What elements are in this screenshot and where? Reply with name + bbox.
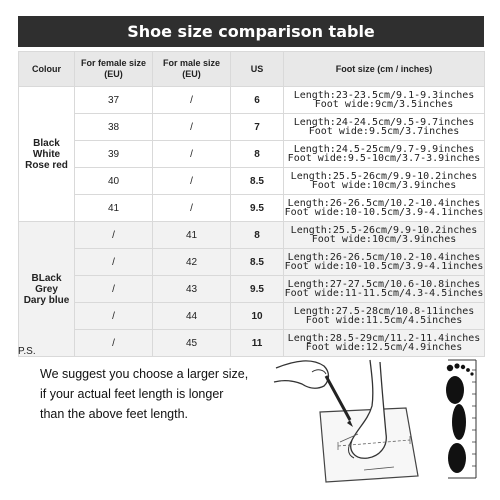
male-size-cell: 42 xyxy=(153,249,231,276)
table-row xyxy=(19,168,485,195)
foot-length-text: Length:27.5-28cm/10.8-11inches xyxy=(293,306,475,317)
us-size-cell: 6 xyxy=(231,87,284,114)
female-size-cell: 40 xyxy=(75,168,153,195)
foot-width-text: Foot wide:12.5cm/4.9inches xyxy=(305,342,463,353)
size-advice-note xyxy=(40,364,265,424)
table-row xyxy=(19,303,485,330)
foot-size-cell xyxy=(284,141,485,168)
size-table xyxy=(18,51,485,357)
us-size-cell: 8 xyxy=(231,141,284,168)
foot-width-text: Foot wide:9cm/3.5inches xyxy=(314,99,454,110)
male-size-cell: 43 xyxy=(153,276,231,303)
male-size-cell: / xyxy=(153,141,231,168)
foot-size-cell xyxy=(284,195,485,222)
us-size-cell: 9.5 xyxy=(231,276,284,303)
header-male: For male size (EU) xyxy=(153,52,231,87)
header-row xyxy=(19,52,485,87)
table-row xyxy=(19,114,485,141)
male-size-cell: 45 xyxy=(153,330,231,357)
colour-cell: BLack Grey Dary blue xyxy=(19,222,75,357)
foot-size-cell xyxy=(284,276,485,303)
foot-length-text: Length:25.5-26cm/9.9-10.2inches xyxy=(290,171,478,182)
table-row xyxy=(19,195,485,222)
foot-width-text: Foot wide:10cm/3.9inches xyxy=(311,234,457,245)
header-colour: Colour xyxy=(19,52,75,87)
male-size-cell: 44 xyxy=(153,303,231,330)
female-size-cell: 39 xyxy=(75,141,153,168)
foot-width-text: Foot wide:9.5-10cm/3.7-3.9inches xyxy=(287,153,481,164)
us-size-cell: 9.5 xyxy=(231,195,284,222)
table-row xyxy=(19,87,485,114)
male-size-cell: / xyxy=(153,168,231,195)
us-size-cell: 10 xyxy=(231,303,284,330)
foot-length-text: Length:26-26.5cm/10.2-10.4inches xyxy=(287,252,481,263)
note-line: We suggest you choose a larger size, xyxy=(40,367,249,381)
foot-size-cell xyxy=(284,114,485,141)
header-foot: Foot size (cm / inches) xyxy=(284,52,485,87)
foot-width-text: Foot wide:9.5cm/3.7inches xyxy=(308,126,460,137)
foot-length-text: Length:28.5-29cm/11.2-11.4inches xyxy=(287,333,481,344)
us-size-cell: 8.5 xyxy=(231,249,284,276)
male-size-cell: / xyxy=(153,87,231,114)
female-size-cell: / xyxy=(75,276,153,303)
table-row xyxy=(19,222,485,249)
us-size-cell: 7 xyxy=(231,114,284,141)
female-size-cell: 41 xyxy=(75,195,153,222)
female-size-cell: / xyxy=(75,222,153,249)
foot-size-cell xyxy=(284,222,485,249)
note-line: if your actual feet length is longer xyxy=(40,387,224,401)
foot-length-text: Length:26-26.5cm/10.2-10.4inches xyxy=(287,198,481,209)
female-size-cell: 38 xyxy=(75,114,153,141)
male-size-cell: 41 xyxy=(153,222,231,249)
foot-length-text: Length:24.5-25cm/9.7-9.9inches xyxy=(293,144,475,155)
foot-length-text: Length:24-24.5cm/9.5-9.7inches xyxy=(293,117,475,128)
us-size-cell: 8.5 xyxy=(231,168,284,195)
table-title: Shoe size comparison table xyxy=(18,16,484,47)
us-size-cell: 11 xyxy=(231,330,284,357)
foot-length-text: Length:27-27.5cm/10.6-10.8inches xyxy=(287,279,481,290)
male-size-cell: / xyxy=(153,114,231,141)
table-row xyxy=(19,249,485,276)
female-size-cell: / xyxy=(75,249,153,276)
foot-measuring-illustration xyxy=(268,350,484,490)
foot-size-cell xyxy=(284,168,485,195)
header-female: For female size (EU) xyxy=(75,52,153,87)
us-size-cell: 8 xyxy=(231,222,284,249)
table-row xyxy=(19,276,485,303)
footprint-ruler-icon xyxy=(446,360,476,478)
female-size-cell: / xyxy=(75,330,153,357)
foot-width-text: Foot wide:11.5cm/4.5inches xyxy=(305,315,463,326)
foot-length-text: Length:23-23.5cm/9.1-9.3inches xyxy=(293,90,475,101)
foot-width-text: Foot wide:10-10.5cm/3.9-4.1inches xyxy=(284,261,484,272)
foot-size-cell xyxy=(284,87,485,114)
ps-label: P.S. xyxy=(18,346,36,357)
table-row xyxy=(19,141,485,168)
note-line: than the above feet length. xyxy=(40,407,189,421)
foot-width-text: Foot wide:10-10.5cm/3.9-4.1inches xyxy=(284,207,484,218)
foot-width-text: Foot wide:10cm/3.9inches xyxy=(311,180,457,191)
foot-size-cell xyxy=(284,303,485,330)
foot-length-text: Length:25.5-26cm/9.9-10.2inches xyxy=(290,225,478,236)
female-size-cell: 37 xyxy=(75,87,153,114)
female-size-cell: / xyxy=(75,303,153,330)
header-us: US xyxy=(231,52,284,87)
colour-cell: Black White Rose red xyxy=(19,87,75,222)
foot-width-text: Foot wide:11-11.5cm/4.3-4.5inches xyxy=(284,288,484,299)
male-size-cell: / xyxy=(153,195,231,222)
foot-size-cell xyxy=(284,249,485,276)
